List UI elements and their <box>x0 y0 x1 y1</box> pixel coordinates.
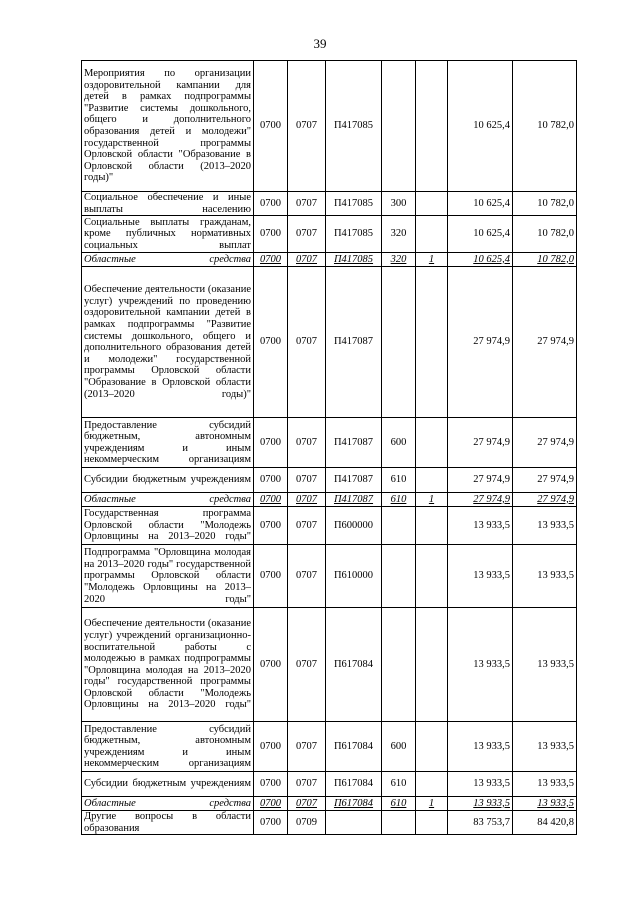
subsection-code: 0707 <box>288 216 326 253</box>
row-name: Социальные выплаты гражданам, кроме публичных нормативных социальных выплат <box>82 216 254 253</box>
amount-year-2: 84 420,8 <box>513 811 577 835</box>
amount-year-2: 27 974,9 <box>513 267 577 418</box>
funding-source-code <box>416 61 448 192</box>
subsection-code: 0709 <box>288 811 326 835</box>
amount-year-2: 13 933,5 <box>513 722 577 772</box>
section-code: 0700 <box>254 468 288 493</box>
amount-year-2: 27 974,9 <box>513 418 577 468</box>
target-article-code: П617084 <box>326 772 382 797</box>
amount-year-1: 13 933,5 <box>448 507 513 545</box>
subsection-code: 0707 <box>288 545 326 608</box>
funding-source-code: 1 <box>416 493 448 507</box>
amount-year-1: 27 974,9 <box>448 493 513 507</box>
budget-table <box>81 60 577 835</box>
section-code: 0700 <box>254 722 288 772</box>
funding-source-code <box>416 418 448 468</box>
amount-year-1: 27 974,9 <box>448 468 513 493</box>
table-row <box>82 545 577 608</box>
amount-year-2: 10 782,0 <box>513 216 577 253</box>
row-name: Социальное обеспечение и иные выплаты населению <box>82 192 254 216</box>
subsection-code: 0707 <box>288 772 326 797</box>
subsection-code: 0707 <box>288 507 326 545</box>
subsection-code: 0707 <box>288 253 326 267</box>
row-name: Обеспечение деятельности (оказание услуг) учреждений по проведению оздоровительной кампании детей в рамках подпрограммы "Развитие системы дошкольного, общего и дополнительного образования детей и молодежи" государственной программы Орловской области "Образование в Орловской области (2013–2020 годы)" <box>82 267 254 418</box>
expense-type-code <box>382 608 416 722</box>
subsection-code: 0707 <box>288 493 326 507</box>
funding-source-code <box>416 468 448 493</box>
table-row <box>82 216 577 253</box>
funding-source-code <box>416 608 448 722</box>
section-code: 0700 <box>254 608 288 722</box>
subsection-code: 0707 <box>288 418 326 468</box>
expense-type-code <box>382 267 416 418</box>
target-article-code: П417087 <box>326 468 382 493</box>
table-row <box>82 468 577 493</box>
target-article-code: П417087 <box>326 493 382 507</box>
table-row <box>82 722 577 772</box>
target-article-code: П600000 <box>326 507 382 545</box>
target-article-code: П617084 <box>326 608 382 722</box>
section-code: 0700 <box>254 61 288 192</box>
section-code: 0700 <box>254 811 288 835</box>
amount-year-2: 13 933,5 <box>513 797 577 811</box>
section-code: 0700 <box>254 493 288 507</box>
table-row <box>82 253 577 267</box>
section-code: 0700 <box>254 267 288 418</box>
table-row <box>82 61 577 192</box>
funding-source-code: 1 <box>416 253 448 267</box>
amount-year-1: 10 625,4 <box>448 253 513 267</box>
subsection-code: 0707 <box>288 722 326 772</box>
row-name: Областные средства <box>82 253 254 267</box>
subsection-code: 0707 <box>288 192 326 216</box>
expense-type-code <box>382 61 416 192</box>
amount-year-2: 27 974,9 <box>513 468 577 493</box>
target-article-code: П417085 <box>326 253 382 267</box>
amount-year-2: 13 933,5 <box>513 545 577 608</box>
amount-year-1: 10 625,4 <box>448 192 513 216</box>
funding-source-code <box>416 216 448 253</box>
funding-source-code <box>416 507 448 545</box>
amount-year-1: 13 933,5 <box>448 608 513 722</box>
target-article-code: П417085 <box>326 192 382 216</box>
row-name: Субсидии бюджетным учреждениям <box>82 468 254 493</box>
page-number: 39 <box>313 36 327 51</box>
amount-year-2: 27 974,9 <box>513 493 577 507</box>
target-article-code: П610000 <box>326 545 382 608</box>
amount-year-2: 13 933,5 <box>513 772 577 797</box>
table-row <box>82 608 577 722</box>
amount-year-2: 10 782,0 <box>513 192 577 216</box>
amount-year-1: 27 974,9 <box>448 418 513 468</box>
section-code: 0700 <box>254 545 288 608</box>
funding-source-code <box>416 545 448 608</box>
subsection-code: 0707 <box>288 608 326 722</box>
expense-type-code: 610 <box>382 772 416 797</box>
target-article-code: П417085 <box>326 61 382 192</box>
section-code: 0700 <box>254 192 288 216</box>
target-article-code: П417087 <box>326 267 382 418</box>
section-code: 0700 <box>254 772 288 797</box>
subsection-code: 0707 <box>288 797 326 811</box>
expense-type-code: 320 <box>382 216 416 253</box>
row-name: Мероприятия по организации оздоровительной кампании для детей в рамках подпрограммы "Развитие системы дошкольного, общего и дополнительного образования детей и молодежи" государственной программы Орловской области "Образование в Орловской области (2013–2020 годы)" <box>82 61 254 192</box>
funding-source-code <box>416 811 448 835</box>
row-name: Предоставление субсидий бюджетным, автономным учреждениям и иным некоммерческим организациям <box>82 418 254 468</box>
row-name: Областные средства <box>82 797 254 811</box>
amount-year-2: 10 782,0 <box>513 61 577 192</box>
table-row <box>82 772 577 797</box>
table-row <box>82 192 577 216</box>
expense-type-code: 600 <box>382 418 416 468</box>
funding-source-code <box>416 772 448 797</box>
section-code: 0700 <box>254 418 288 468</box>
funding-source-code <box>416 267 448 418</box>
amount-year-2: 13 933,5 <box>513 507 577 545</box>
section-code: 0700 <box>254 216 288 253</box>
table-row <box>82 493 577 507</box>
expense-type-code: 320 <box>382 253 416 267</box>
subsection-code: 0707 <box>288 468 326 493</box>
table-row <box>82 811 577 835</box>
amount-year-2: 10 782,0 <box>513 253 577 267</box>
amount-year-2: 13 933,5 <box>513 608 577 722</box>
target-article-code <box>326 811 382 835</box>
section-code: 0700 <box>254 253 288 267</box>
target-article-code: П617084 <box>326 797 382 811</box>
expense-type-code <box>382 507 416 545</box>
amount-year-1: 13 933,5 <box>448 722 513 772</box>
expense-type-code <box>382 545 416 608</box>
funding-source-code: 1 <box>416 797 448 811</box>
row-name: Обеспечение деятельности (оказание услуг) учреждений организационно-воспитательной работы с молодежью в рамках подпрограммы "Орловщина молодая на 2013–2020 годы" государственной программы Орловской области "Молодежь Орловщины на 2013–2020 годы" <box>82 608 254 722</box>
section-code: 0700 <box>254 797 288 811</box>
table-row <box>82 418 577 468</box>
amount-year-1: 10 625,4 <box>448 216 513 253</box>
subsection-code: 0707 <box>288 267 326 418</box>
expense-type-code: 610 <box>382 797 416 811</box>
table-row <box>82 267 577 418</box>
target-article-code: П417085 <box>326 216 382 253</box>
amount-year-1: 83 753,7 <box>448 811 513 835</box>
amount-year-1: 13 933,5 <box>448 797 513 811</box>
row-name: Государственная программа Орловской области "Молодежь Орловщины на 2013–2020 годы" <box>82 507 254 545</box>
target-article-code: П417087 <box>326 418 382 468</box>
table-row <box>82 797 577 811</box>
subsection-code: 0707 <box>288 61 326 192</box>
expense-type-code: 300 <box>382 192 416 216</box>
expense-type-code: 600 <box>382 722 416 772</box>
funding-source-code <box>416 192 448 216</box>
amount-year-1: 10 625,4 <box>448 61 513 192</box>
funding-source-code <box>416 722 448 772</box>
section-code: 0700 <box>254 507 288 545</box>
table-row <box>82 507 577 545</box>
amount-year-1: 13 933,5 <box>448 545 513 608</box>
row-name: Другие вопросы в области образования <box>82 811 254 835</box>
row-name: Областные средства <box>82 493 254 507</box>
row-name: Подпрограмма "Орловщина молодая на 2013–2020 годы" государственной программы Орловской области "Молодежь Орловщины на 2013–2020 годы" <box>82 545 254 608</box>
expense-type-code: 610 <box>382 468 416 493</box>
row-name: Субсидии бюджетным учреждениям <box>82 772 254 797</box>
target-article-code: П617084 <box>326 722 382 772</box>
amount-year-1: 27 974,9 <box>448 267 513 418</box>
expense-type-code: 610 <box>382 493 416 507</box>
expense-type-code <box>382 811 416 835</box>
amount-year-1: 13 933,5 <box>448 772 513 797</box>
row-name: Предоставление субсидий бюджетным, автономным учреждениям и иным некоммерческим организациям <box>82 722 254 772</box>
